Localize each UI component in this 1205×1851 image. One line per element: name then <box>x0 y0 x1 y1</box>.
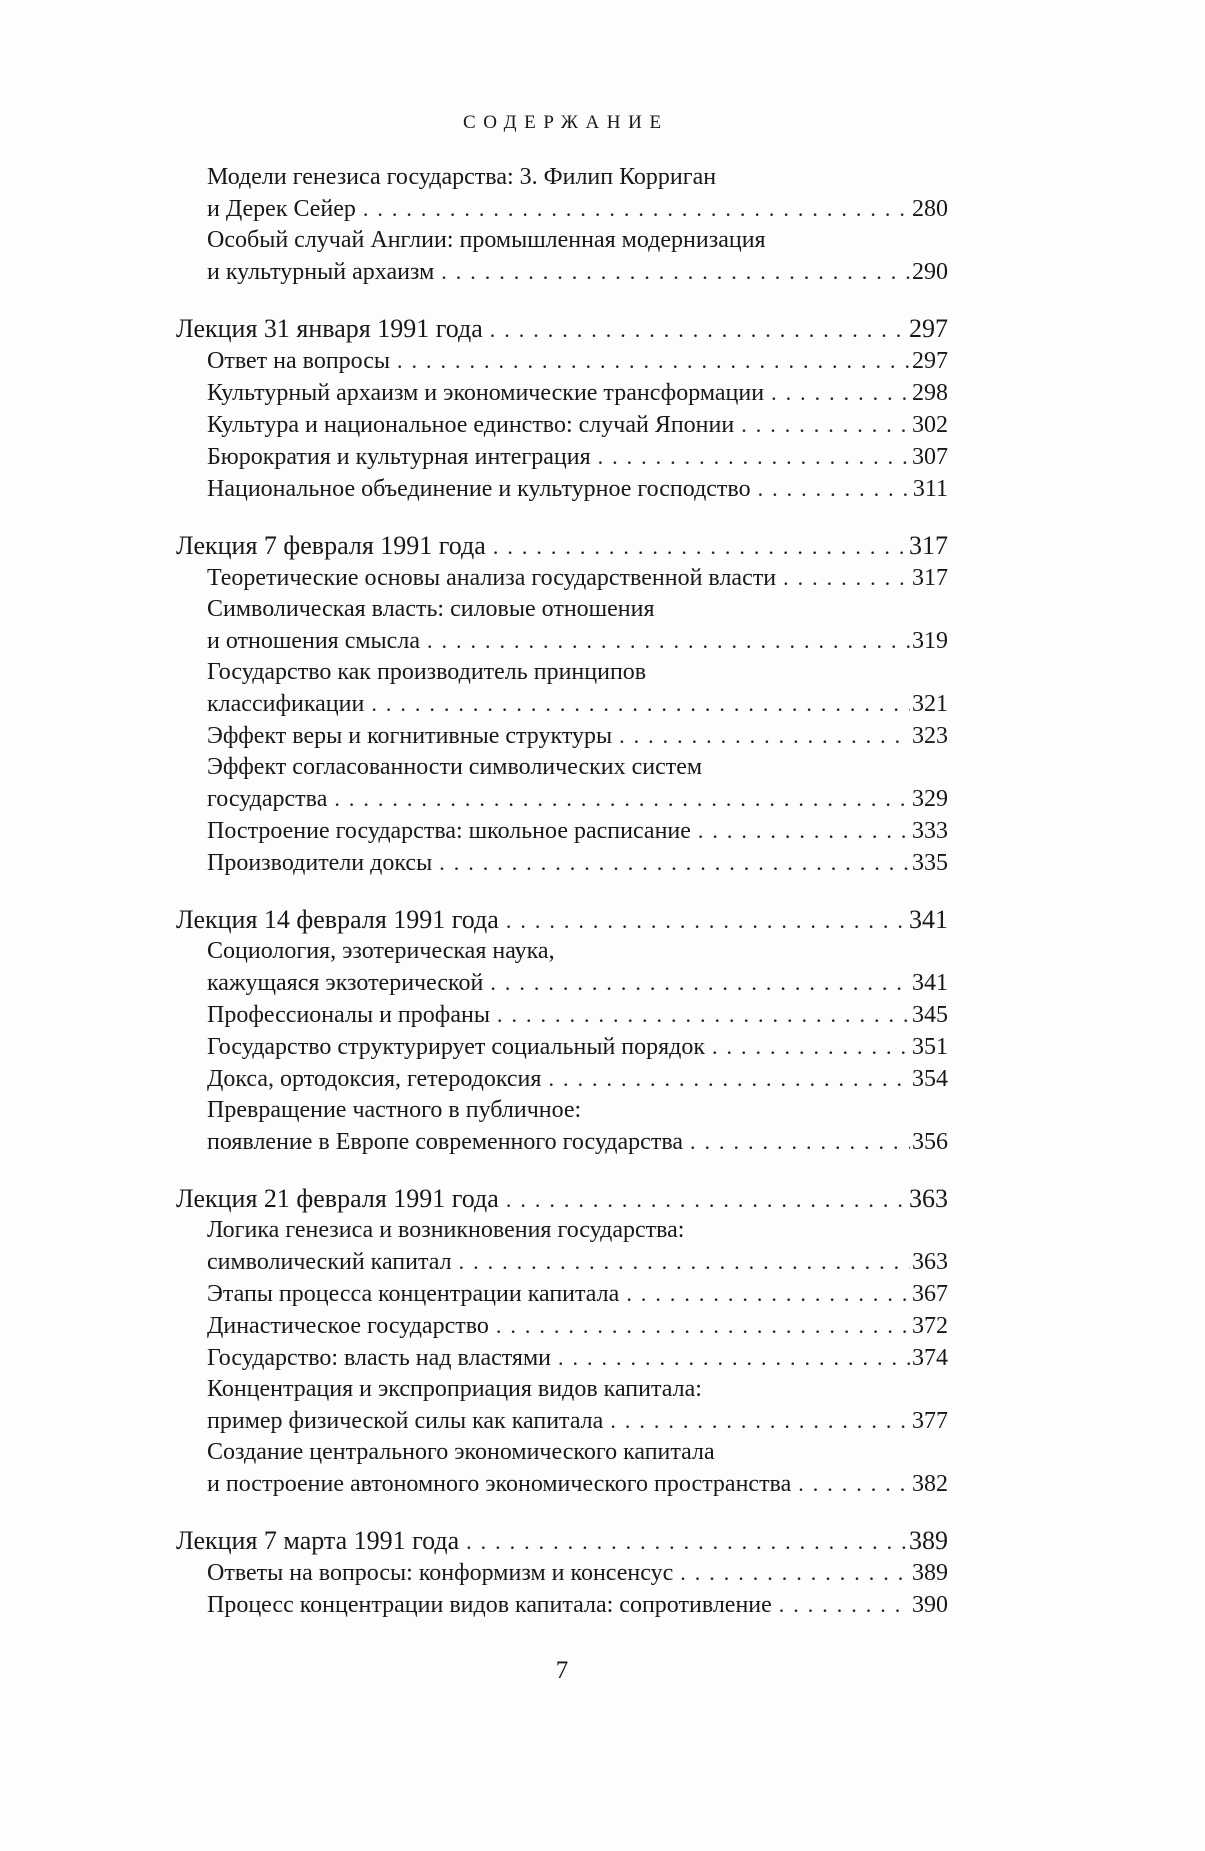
toc-line <box>207 1031 948 1063</box>
toc-page <box>176 0 948 1685</box>
toc-line <box>176 1525 948 1557</box>
dot-leader <box>798 1468 910 1500</box>
toc-entry-text: Этапы процесса концентрации капитала <box>207 1281 620 1307</box>
dot-leader <box>439 847 910 879</box>
toc-entry-text: Создание центрального экономического капитала <box>207 1439 715 1465</box>
toc-entry-lecture <box>176 1183 948 1215</box>
dot-leader <box>619 720 910 752</box>
toc-entry-text: Концентрация и экспроприация видов капитала: <box>207 1376 702 1402</box>
toc-entry-text: Лекция 21 февраля 1991 года <box>176 1184 499 1213</box>
toc-line <box>207 1589 948 1621</box>
dot-leader <box>441 256 910 288</box>
toc-line <box>207 999 948 1031</box>
page-number: 390 <box>912 1592 948 1618</box>
toc-line <box>207 1063 948 1095</box>
page-number: 333 <box>912 818 948 844</box>
toc-entry-text: Государство: власть над властями <box>207 1345 552 1371</box>
toc-entry-topic <box>176 1557 948 1589</box>
page-number: 363 <box>909 1184 948 1213</box>
toc-line <box>207 1557 948 1589</box>
toc-entry-topic <box>176 377 948 409</box>
dot-leader <box>558 1342 910 1374</box>
toc-entry-text: Эффект веры и когнитивные структуры <box>207 723 613 749</box>
toc-line <box>207 1095 948 1126</box>
toc-entry-text: Логика генезиса и возникновения государства: <box>207 1217 685 1243</box>
page-number: 317 <box>912 565 948 591</box>
toc-line <box>207 752 948 783</box>
toc-entry-text: Культурный архаизм и экономические трансформации <box>207 380 765 406</box>
toc-entry-text: Бюрократия и культурная интеграция <box>207 444 591 470</box>
toc-line <box>207 1126 948 1158</box>
toc-entry-topic <box>176 1063 948 1095</box>
toc-line <box>207 256 948 288</box>
toc-line <box>207 1405 948 1437</box>
toc-line <box>207 1437 948 1468</box>
toc-line <box>207 162 948 193</box>
dot-leader <box>741 409 910 441</box>
toc-entry-text: Теоретические основы анализа государственной власти <box>207 565 777 591</box>
page-number: 341 <box>912 970 948 996</box>
toc-entry-text: кажущаяся экзотерической <box>207 970 484 996</box>
toc-line <box>207 345 948 377</box>
toc-entry-topic <box>176 752 948 815</box>
toc-entry-topic <box>176 562 948 594</box>
dot-leader <box>493 530 907 562</box>
toc-entry-topic <box>176 409 948 441</box>
toc-entry-topic <box>176 936 948 999</box>
dot-leader <box>783 562 910 594</box>
toc-entry-text: Символическая власть: силовые отношения <box>207 596 655 622</box>
toc-entry-text: Профессионалы и профаны <box>207 1002 490 1028</box>
page-number: 372 <box>912 1313 948 1339</box>
toc-entry-topic <box>176 225 948 288</box>
page-number: 298 <box>912 380 948 406</box>
toc-entry-topic <box>176 1215 948 1278</box>
dot-leader <box>496 1310 910 1342</box>
dot-leader <box>334 783 910 815</box>
toc-entry-text: символический капитал <box>207 1249 452 1275</box>
dot-leader <box>459 1246 910 1278</box>
page-number: 341 <box>909 905 948 934</box>
page-number: 356 <box>912 1129 948 1155</box>
toc-line <box>207 594 948 625</box>
page-number: 389 <box>912 1560 948 1586</box>
toc-entry-topic <box>176 441 948 473</box>
toc-line <box>207 720 948 752</box>
dot-leader <box>397 345 910 377</box>
toc-entry-topic <box>176 345 948 377</box>
toc-entry-topic <box>176 847 948 879</box>
toc-entry-lecture <box>176 904 948 936</box>
dot-leader <box>598 441 910 473</box>
toc-entry-text: и отношения смысла <box>207 628 420 654</box>
page-number: 297 <box>912 348 948 374</box>
toc-line <box>207 1246 948 1278</box>
toc-section <box>176 904 948 1158</box>
toc-entry-text: Династическое государство <box>207 1313 489 1339</box>
page-number: 389 <box>909 1526 948 1555</box>
page-number: 311 <box>912 476 948 502</box>
page-number: 280 <box>912 196 948 222</box>
dot-leader <box>363 193 910 225</box>
toc-entry-text: Культура и национальное единство: случай Японии <box>207 412 735 438</box>
toc-entry-text: Лекция 7 марта 1991 года <box>176 1526 460 1555</box>
toc-line <box>207 409 948 441</box>
toc-entry-text: Построение государства: школьное расписание <box>207 818 691 844</box>
toc-line <box>207 1374 948 1405</box>
toc-entry-text: Ответ на вопросы <box>207 348 391 374</box>
toc-line <box>207 473 948 505</box>
toc-line <box>176 1183 948 1215</box>
toc-entry-topic <box>176 720 948 752</box>
dot-leader <box>506 1183 907 1215</box>
page-number: 290 <box>912 259 948 285</box>
toc-entry-lecture <box>176 313 948 345</box>
toc-line <box>207 688 948 720</box>
toc-entry-topic <box>176 1342 948 1374</box>
toc-line <box>207 625 948 657</box>
page-number: 335 <box>912 850 948 876</box>
dot-leader <box>466 1525 907 1557</box>
toc-entry-topic <box>176 162 948 225</box>
toc-sections <box>176 162 948 1621</box>
toc-line <box>207 967 948 999</box>
dot-leader <box>758 473 911 505</box>
toc-entry-text: и культурный архаизм <box>207 259 435 285</box>
page-number: 363 <box>912 1249 948 1275</box>
dot-leader <box>548 1063 910 1095</box>
dot-leader <box>490 313 907 345</box>
toc-entry-topic <box>176 1031 948 1063</box>
toc-entry-text: Лекция 7 февраля 1991 года <box>176 531 486 560</box>
toc-entry-text: государства <box>207 786 328 812</box>
toc-entry-text: классификации <box>207 691 365 717</box>
dot-leader <box>506 904 907 936</box>
page-number: 367 <box>912 1281 948 1307</box>
toc-entry-text: Модели генезиса государства: 3. Филип Корриган <box>207 164 717 190</box>
toc-entry-text: Превращение частного в публичное: <box>207 1097 582 1123</box>
toc-entry-topic <box>176 815 948 847</box>
toc-entry-text: Государство как производитель принципов <box>207 659 647 685</box>
toc-entry-text: появление в Европе современного государства <box>207 1129 683 1155</box>
dot-leader <box>626 1278 910 1310</box>
page-number: 317 <box>909 531 948 560</box>
page-number: 345 <box>912 1002 948 1028</box>
page-number: 329 <box>912 786 948 812</box>
toc-entry-topic <box>176 594 948 657</box>
toc-entry-text: Национальное объединение и культурное господство <box>207 476 751 502</box>
toc-line <box>207 847 948 879</box>
toc-entry-text: Лекция 14 февраля 1991 года <box>176 905 499 934</box>
page-number: 354 <box>912 1066 948 1092</box>
page-number: 319 <box>912 628 948 654</box>
dot-leader <box>698 815 910 847</box>
toc-entry-text: Эффект согласованности символических систем <box>207 754 703 780</box>
toc-line <box>207 657 948 688</box>
toc-entry-text: и построение автономного экономического пространства <box>207 1471 792 1497</box>
dot-leader <box>771 377 910 409</box>
dot-leader <box>497 999 910 1031</box>
toc-line <box>207 783 948 815</box>
toc-section <box>176 313 948 505</box>
toc-line <box>207 562 948 594</box>
toc-line <box>207 225 948 256</box>
toc-section <box>176 1183 948 1500</box>
toc-entry-text: Особый случай Англии: промышленная модернизация <box>207 227 766 253</box>
toc-line <box>176 530 948 562</box>
toc-entry-topic <box>176 1278 948 1310</box>
toc-entry-lecture <box>176 530 948 562</box>
toc-line <box>207 193 948 225</box>
page-number: 374 <box>912 1345 948 1371</box>
page-number: 321 <box>912 691 948 717</box>
toc-entry-text: Процесс концентрации видов капитала: сопротивление <box>207 1592 772 1618</box>
toc-entry-text: Социология, эзотерическая наука, <box>207 938 555 964</box>
page-number: 351 <box>912 1034 948 1060</box>
page-number: 302 <box>912 412 948 438</box>
folio-page-number: 7 <box>555 1657 569 1684</box>
toc-line <box>207 936 948 967</box>
toc-entry-topic <box>176 999 948 1031</box>
toc-entry-topic <box>176 1310 948 1342</box>
toc-title: СОДЕРЖАНИЕ <box>462 112 669 133</box>
toc-entry-topic <box>176 1589 948 1621</box>
toc-section <box>176 1525 948 1621</box>
toc-line <box>207 1215 948 1246</box>
toc-entry-text: Лекция 31 января 1991 года <box>176 314 483 343</box>
toc-entry-topic <box>176 1374 948 1437</box>
toc-section <box>176 530 948 879</box>
toc-line <box>207 1278 948 1310</box>
toc-entry-topic <box>176 473 948 505</box>
toc-line <box>207 1310 948 1342</box>
toc-entry-text: Ответы на вопросы: конформизм и консенсус <box>207 1560 674 1586</box>
toc-section <box>176 162 948 288</box>
page-number: 382 <box>912 1471 948 1497</box>
toc-entry-lecture <box>176 1525 948 1557</box>
toc-line <box>176 313 948 345</box>
page-number: 297 <box>909 314 948 343</box>
toc-line <box>176 904 948 936</box>
toc-entry-topic <box>176 657 948 720</box>
toc-line <box>207 1342 948 1374</box>
page-number: 307 <box>912 444 948 470</box>
toc-line <box>207 377 948 409</box>
toc-line <box>207 815 948 847</box>
toc-entry-topic <box>176 1095 948 1158</box>
toc-entry-topic <box>176 1437 948 1500</box>
dot-leader <box>427 625 910 657</box>
dot-leader <box>680 1557 910 1589</box>
toc-entry-text: Докса, ортодоксия, гетеродоксия <box>207 1066 542 1092</box>
dot-leader <box>610 1405 910 1437</box>
dot-leader <box>690 1126 910 1158</box>
toc-entry-text: и Дерек Сейер <box>207 196 356 222</box>
dot-leader <box>490 967 910 999</box>
toc-line <box>207 1468 948 1500</box>
page-number: 377 <box>912 1408 948 1434</box>
toc-line <box>207 441 948 473</box>
dot-leader <box>371 688 910 720</box>
toc-entry-text: пример физической силы как капитала <box>207 1408 604 1434</box>
toc-entry-text: Производители доксы <box>207 850 433 876</box>
page-number: 323 <box>912 723 948 749</box>
dot-leader <box>712 1031 910 1063</box>
dot-leader <box>779 1589 910 1621</box>
toc-entry-text: Государство структурирует социальный порядок <box>207 1034 706 1060</box>
